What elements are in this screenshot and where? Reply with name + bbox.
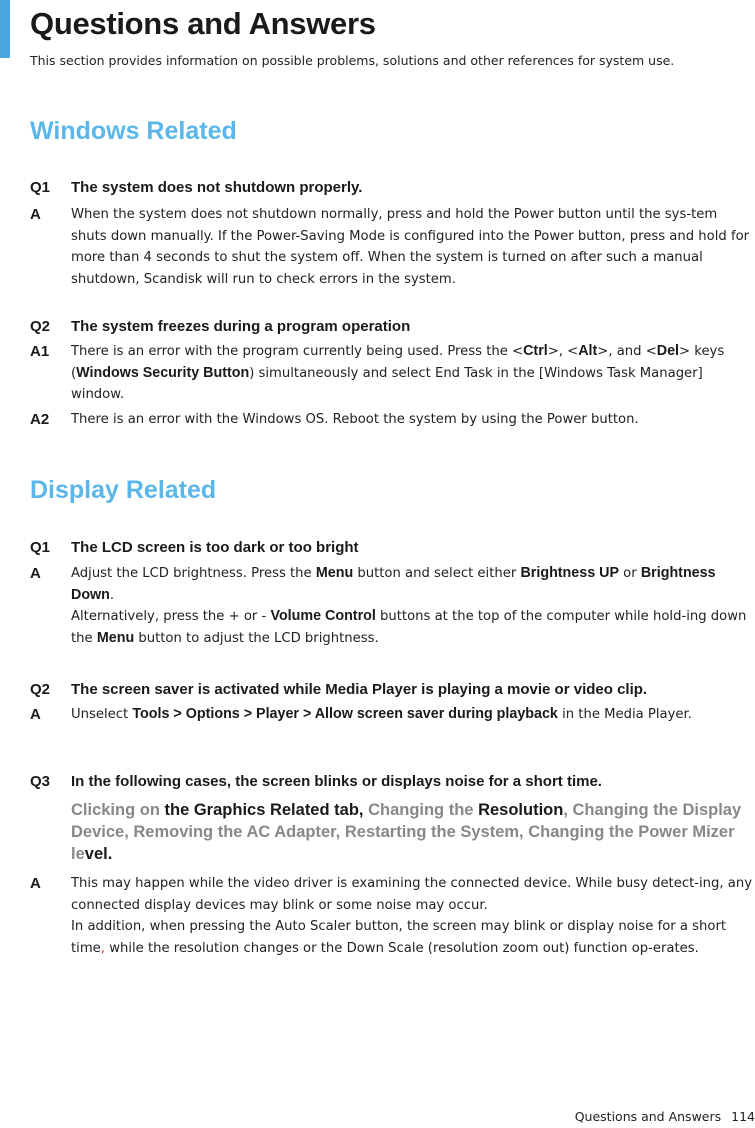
answer-windows-q2-a2 (30, 409, 755, 431)
question-label: Q1 (30, 179, 51, 196)
title-accent-bar (0, 0, 10, 58)
display-cases-list: Clicking on the Graphics Related tab, Changing the Resolution, Changing the Display Device, Removing the AC Adapter, Restarting the System, Changing the Power Mizer level. (71, 801, 742, 863)
answer-label: A2 (30, 411, 50, 428)
question-text: In the following cases, the screen blinks or displays noise for a short time. (71, 773, 602, 790)
answer-label: A1 (30, 343, 50, 360)
answer-text: Adjust the LCD brightness. Press the Menu button and select either Brightness UP or Brightness Down. (71, 565, 716, 603)
answer-text: This may happen while the video driver is examining the connected device. While busy detect-ing, any connected display devices may blink or some noise may occur. (71, 876, 753, 913)
answer-text: There is an error with the program currently being used. Press the <Ctrl>, <Alt>, and <Del> keys (Windows Security Button) simultaneously and select End Task in the [Windows Task Manager] window. (71, 343, 725, 402)
question-text: The screen saver is activated while Media Player is playing a movie or video clip. (71, 681, 648, 698)
intro-text: This section provides information on possible problems, solutions and other references for system use. (30, 53, 675, 68)
answer-windows-q1 (30, 204, 755, 290)
page-footer (575, 1109, 755, 1124)
answer-display-q1-alt: Alternatively, press the + or - Volume Control buttons at the top of the computer while hold-ing down the Menu button to adjust the LCD brightness. (71, 608, 747, 646)
answer-label: A (30, 565, 41, 582)
question-label: Q1 (30, 539, 51, 556)
answer-text: There is an error with the Windows OS. Reboot the system by using the Power button. (71, 412, 639, 427)
answer-display-q3-extra: In addition, when pressing the Auto Scaler button, the screen may blink or display noise for a short time, while the resolution changes or the Down Scale (resolution zoom out) function op-erates. (71, 919, 727, 956)
section-title-display: Display Related (30, 476, 217, 504)
question-label: Q3 (30, 773, 51, 790)
answer-display-q3 (30, 873, 755, 916)
answer-label: A (30, 875, 41, 892)
question-text: The LCD screen is too dark or too bright (71, 539, 359, 556)
answer-display-q2 (30, 704, 755, 726)
answer-text: Unselect Tools > Options > Player > Allow screen saver during playback in the Media Player. (71, 706, 692, 722)
answer-display-q1 (30, 563, 755, 606)
answer-text: When the system does not shutdown normally, press and hold the Power button until the sys-tem shuts down manually. If the Power-Saving Mode is configured into the Power button, press and hold for more than 4 seconds to shut the system off. When the system is turned on after such a manual shutdown, Scandisk will run to check errors in the system. (71, 207, 750, 287)
question-label: Q2 (30, 318, 51, 335)
answer-windows-q2-a1 (30, 341, 755, 406)
question-text: The system freezes during a program operation (71, 318, 411, 335)
answer-label: A (30, 706, 41, 723)
page-number: 114 (731, 1109, 755, 1124)
footer-section: Questions and Answers (574, 1109, 722, 1124)
question-text: The system does not shutdown properly. (71, 179, 363, 196)
question-label: Q2 (30, 681, 51, 698)
answer-label: A (30, 206, 41, 223)
page-title: Questions and Answers (30, 6, 376, 41)
section-title-windows: Windows Related (30, 117, 237, 145)
